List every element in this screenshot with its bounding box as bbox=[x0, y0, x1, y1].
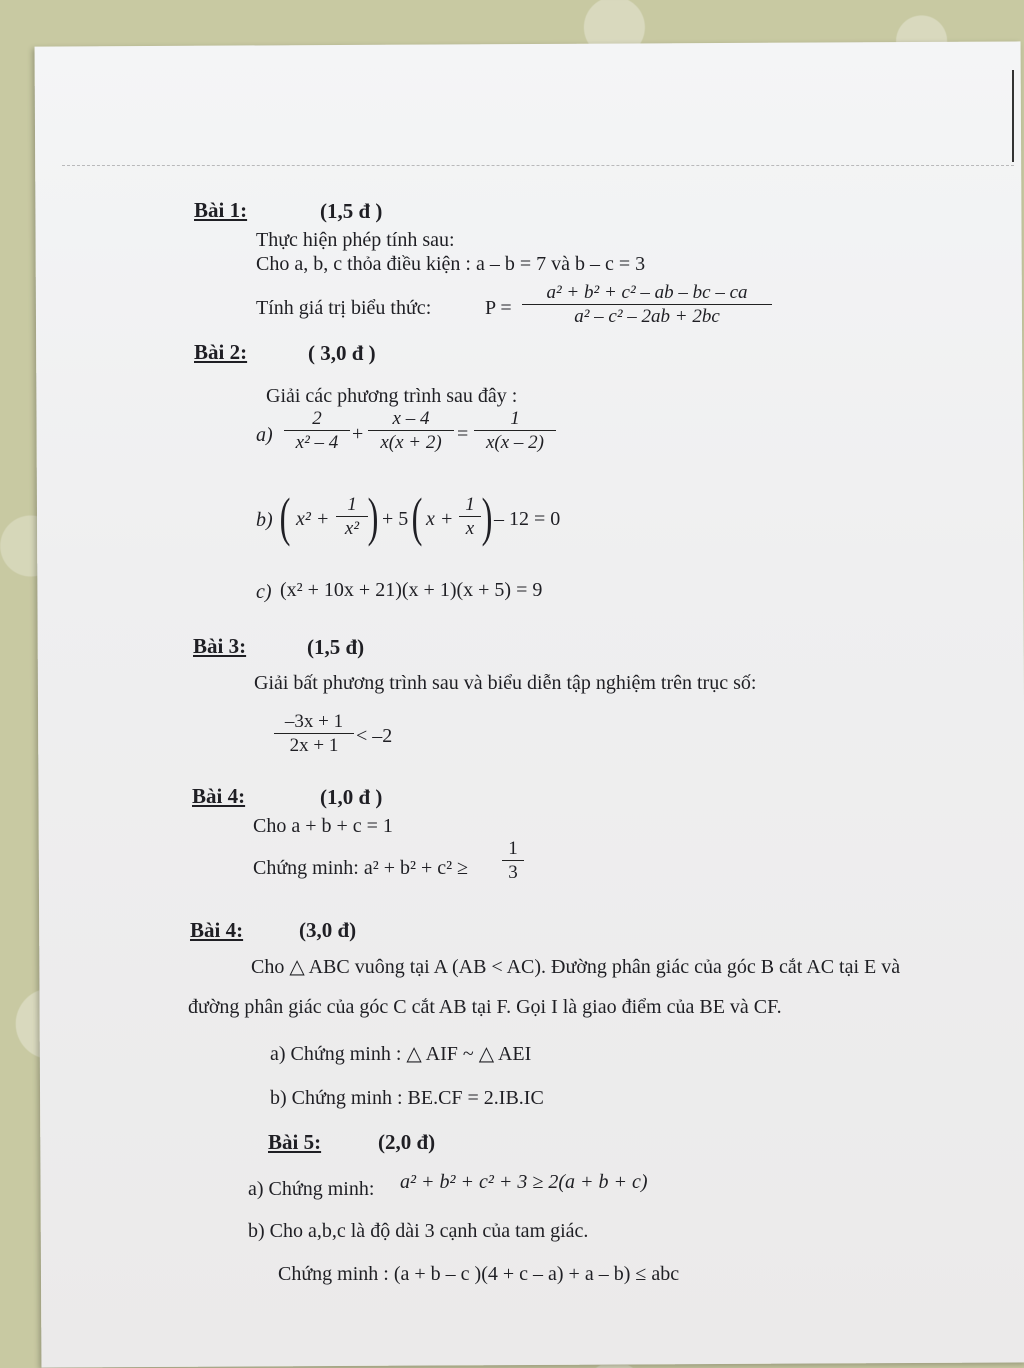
bai4b-part-b: b) Chứng minh : BE.CF = 2.IB.IC bbox=[270, 1087, 544, 1109]
bai3-heading: Bài 3: bbox=[193, 634, 247, 658]
bai2-a-label: a) bbox=[256, 424, 273, 446]
bai2-points: ( 3,0 đ ) bbox=[308, 341, 376, 365]
bai2-a-frac2 bbox=[368, 408, 454, 454]
bai3-fraction-den: 2x + 1 bbox=[274, 733, 354, 757]
bai3-fraction bbox=[274, 711, 354, 757]
bai2-intro: Giải các phương trình sau đây : bbox=[266, 385, 518, 407]
bai2-b-label: b) bbox=[256, 509, 273, 531]
bai1-line2: Cho a, b, c thỏa điều kiện : a – b = 7 và b – c = 3 bbox=[256, 253, 646, 275]
bai2-b-frac2-den: x bbox=[459, 516, 481, 540]
bai2-b-frac1 bbox=[336, 494, 368, 540]
bai2-c-expr: (x² + 10x + 21)(x + 1)(x + 5) = 9 bbox=[280, 579, 543, 601]
bai2-b-lparen2: ( bbox=[411, 487, 423, 547]
bai1-p-denominator: a² – c² – 2ab + 2bc bbox=[522, 304, 772, 328]
bai2-a-frac2-den: x(x + 2) bbox=[368, 430, 454, 454]
bai2-a-frac3-num: 1 bbox=[510, 408, 520, 429]
bai4a-line1: Cho a + b + c = 1 bbox=[253, 815, 393, 837]
bai2-heading: Bài 2: bbox=[194, 340, 248, 364]
bai4b-line1: Cho △ ABC vuông tại A (AB < AC). Đường phân giác của góc B cắt AC tại E và bbox=[251, 956, 901, 978]
bai2-a-eq: = bbox=[457, 423, 469, 445]
bai2-b-mid: + 5 bbox=[382, 508, 409, 530]
bai4a-fraction-num: 1 bbox=[508, 838, 518, 859]
bai2-b-frac1-den: x² bbox=[336, 516, 368, 540]
bai4a-fraction bbox=[502, 838, 524, 884]
bai5-points: (2,0 đ) bbox=[378, 1130, 436, 1154]
bai3-fraction-num: –3x + 1 bbox=[284, 711, 344, 732]
bai4b-points: (3,0 đ) bbox=[299, 918, 357, 942]
bai2-a-plus: + bbox=[352, 423, 364, 445]
bai1-line3: Tính giá trị biểu thức: bbox=[256, 297, 432, 319]
bai2-b-lparen1: ( bbox=[279, 487, 291, 547]
bai2-c-label: c) bbox=[256, 581, 272, 603]
bai4a-heading: Bài 4: bbox=[192, 784, 246, 808]
edge-mark bbox=[1012, 70, 1014, 162]
bai3-intro: Giải bất phương trình sau và biểu diễn tập nghiệm trên trục số: bbox=[254, 672, 757, 694]
bai2-b-end: – 12 = 0 bbox=[494, 508, 561, 530]
bai2-b-frac2-num: 1 bbox=[465, 494, 475, 515]
bai1-line1: Thực hiện phép tính sau: bbox=[256, 229, 455, 251]
bai5-b: b) Cho a,b,c là độ dài 3 cạnh của tam giác. bbox=[248, 1220, 589, 1242]
bai4b-part-a: a) Chứng minh : △ AIF ~ △ AEI bbox=[270, 1043, 532, 1065]
bai1-p-prefix: P = bbox=[485, 297, 512, 319]
bai4a-fraction-den: 3 bbox=[502, 860, 524, 884]
bai1-p-numerator: a² + b² + c² – ab – bc – ca bbox=[546, 282, 748, 303]
bai5-c: Chứng minh : (a + b – c )(4 + c – a) + a – b) ≤ abc bbox=[278, 1263, 680, 1285]
bai4a-line2: Chứng minh: a² + b² + c² ≥ bbox=[253, 857, 469, 879]
bai5-heading: Bài 5: bbox=[268, 1130, 322, 1154]
bai2-a-frac3-den: x(x – 2) bbox=[474, 430, 556, 454]
bai2-b-rparen1: ) bbox=[367, 487, 379, 547]
bai3-points: (1,5 đ) bbox=[307, 635, 365, 659]
paper-sheet bbox=[35, 41, 1024, 1367]
bai5-a-label: a) Chứng minh: bbox=[248, 1178, 375, 1200]
bai2-b-part2: x + bbox=[426, 508, 454, 530]
bai2-a-frac1 bbox=[284, 408, 350, 454]
bai2-b-frac2 bbox=[459, 494, 481, 540]
bai3-rhs: < –2 bbox=[356, 725, 393, 747]
bai2-b-part1: x² + bbox=[296, 508, 330, 530]
bai4b-heading: Bài 4: bbox=[190, 918, 244, 942]
bai1-p-fraction bbox=[522, 282, 772, 328]
bai2-a-frac3 bbox=[474, 408, 556, 454]
bai1-heading: Bài 1: bbox=[194, 198, 248, 222]
bai2-a-frac1-den: x² – 4 bbox=[284, 430, 350, 454]
bai2-b-rparen2: ) bbox=[481, 487, 493, 547]
bai2-a-frac1-num: 2 bbox=[312, 408, 322, 429]
bai1-points: (1,5 đ ) bbox=[320, 199, 383, 223]
bai5-a-expr: a² + b² + c² + 3 ≥ 2(a + b + c) bbox=[400, 1171, 648, 1193]
bai2-a-frac2-num: x – 4 bbox=[392, 408, 430, 429]
bai4a-points: (1,0 đ ) bbox=[320, 785, 383, 809]
bai2-b-frac1-num: 1 bbox=[347, 494, 357, 515]
bai4b-line2: đường phân giác của góc C cắt AB tại F. Gọi I là giao điểm của BE và CF. bbox=[188, 996, 782, 1018]
fold-line bbox=[62, 165, 1014, 166]
